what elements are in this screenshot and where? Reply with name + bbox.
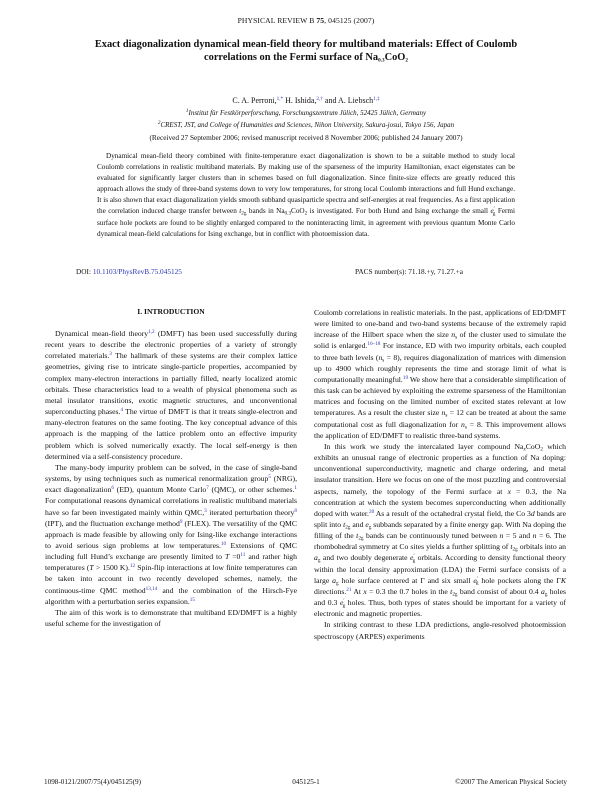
pacs-value: 71.18.+y, 71.27.+a	[408, 267, 464, 276]
math-symbol: T	[224, 552, 230, 562]
citation-link[interactable]: 20	[368, 508, 375, 515]
citation-link[interactable]: 11	[240, 551, 246, 558]
subscript: 2g	[512, 546, 518, 553]
title-text: CoO	[384, 52, 406, 63]
math-symbol: e	[410, 553, 414, 563]
body-text: At	[351, 586, 364, 596]
math-symbol: a	[332, 575, 337, 585]
footer-page-number: 045125-1	[292, 778, 320, 786]
author-name: and A. Liebsch	[322, 96, 374, 105]
citation-link[interactable]: 12	[129, 563, 136, 570]
abstract-text: Dynamical mean-field theory combined with finite-temperature exact diagonalization is shown to be a suitable method to study local Coulomb correlations in realistic multiband materials. By making use of the sparseness of the impurity Hamiltonian, exact eigenstates can be evaluated for significantly larger clusters than in schemes based on full diagonalization. Since finite-size effects are greatly reduced this approach allows the study of three-band systems down to very low temperatures, for strong local Coulomb interactions and full Hund exchange. It is also shown that exact diagonalization yields smooth subband quasiparticle spectra and self-energies at real frequencies. As a first application the correlation induced charge transfer between	[97, 152, 515, 216]
math-symbol: t	[510, 542, 513, 552]
subscript: g	[412, 558, 416, 565]
body-text: = 8. This improvement allows the application of ED/DMFT to realistic three-band systems.	[314, 419, 566, 440]
paragraph	[45, 328, 297, 462]
body-text: = 6. The rhombohedral symmetry at Co sites yields a further splitting of	[314, 531, 566, 552]
body-text: = 5 and	[503, 531, 533, 541]
citation-link[interactable]: 1,2	[148, 328, 155, 335]
abstract-text: bands in Na	[246, 207, 285, 216]
math-symbol: x	[363, 586, 367, 596]
paragraph: The aim of this work is to demonstrate that multiband ED/DMFT is a highly useful scheme for the investigation of	[45, 607, 297, 629]
math-symbol: n	[441, 408, 446, 418]
footer-copyright: ©2007 The American Physical Society	[455, 778, 567, 786]
math-symbol: e	[473, 575, 477, 585]
title-line-2	[40, 51, 572, 64]
body-text: In this work we study the intercalated layer compound Na	[324, 441, 524, 451]
citation-link[interactable]: 13,14	[145, 585, 158, 592]
affiliation-text: CREST, JST, and College of Humanities and Sciences, Nihon University, Sakura-josui, Tokyo 156, Japan	[160, 121, 455, 129]
body-text: holes. Thus, both types of states should be important for a variety of electronic and magnetic properties.	[314, 598, 566, 619]
body-text: Spin-flip interactions at low finite temperatures can be taken into account in two recently developed schemes, namely, the continuous-time QMC method	[45, 563, 298, 595]
pacs-line	[355, 267, 463, 276]
math-symbol: n	[532, 531, 537, 541]
superscript: ′	[343, 597, 345, 604]
received-dates: (Received 27 September 2006; revised manuscript received 8 November 2006; published 24 January 2007)	[149, 133, 463, 142]
body-text: = 0.3 the 0.7 holes in the	[366, 586, 451, 596]
left-column	[45, 328, 297, 629]
body-text: The many-body impurity problem can be solved, in the case of single-band systems, by using techniques such as numerical renormalization group	[45, 462, 297, 484]
citation-link[interactable]: 5	[268, 473, 271, 480]
body-text: (IPT), and the fluctuation exchange method	[45, 518, 180, 528]
math-symbol: n	[451, 330, 456, 340]
abstract-text: is investigated. For both Hund and Ising exchange the small	[307, 207, 491, 216]
affiliation-number: 1	[185, 107, 189, 114]
citation-link[interactable]: 4	[120, 406, 124, 413]
subscript: 2	[540, 446, 543, 453]
body-text: The hallmark of these systems are their complex lattice geometries, giving rise to intricate single-particle properties, accompanied by complex many-electron interactions in partially filled, nearly localized atomic orbitals. These characteristics lead to a wealth of physical phenomena such as metal insulator transitions, exotic magnetic structures, and unconventional superconducting phases.	[45, 351, 298, 417]
body-text: orbitals. According to density functional theory within the local density approximation (LDA) the Fermi surface consists of a large	[314, 553, 566, 585]
body-text: iterated perturbation theory	[206, 507, 295, 517]
superscript: ′	[476, 575, 478, 582]
superscript: ′	[493, 206, 495, 213]
author-name: C. A. Perroni,	[232, 96, 277, 105]
citation-link[interactable]: 19	[402, 374, 409, 381]
math-symbol: n	[499, 531, 504, 541]
paragraph: In striking contrast to these LDA predictions, angle-resolved photoemission spectroscopy (ARPES) experiments	[314, 620, 566, 641]
body-text: and the combination of the Hirsch-Fye algorithm with a perturbation series expansion.	[45, 585, 297, 606]
math-symbol: t	[239, 207, 242, 216]
subscript: s	[382, 357, 385, 364]
abstract	[97, 151, 515, 240]
subscript: g	[317, 558, 321, 565]
math-symbol: e	[490, 207, 494, 216]
citation-link[interactable]: 1	[294, 485, 297, 491]
doi-line	[76, 267, 182, 276]
subscript: x	[523, 446, 526, 453]
author-marks[interactable]: 1,‡	[373, 95, 380, 102]
paragraph	[45, 462, 297, 607]
citation-link[interactable]: 7	[206, 485, 209, 491]
body-text: For computational reasons dynamical correlations in realistic multiband materials have so far been investigated mainly within QMC,	[45, 496, 297, 517]
body-text: hole pockets along the Γ	[478, 575, 561, 585]
running-head	[0, 16, 612, 25]
math-symbol: t	[343, 519, 346, 529]
body-text: For instance, ED with two impurity orbitals, each coupled to three bath levels (	[314, 341, 566, 362]
author-list	[0, 96, 612, 105]
right-column	[314, 307, 566, 642]
math-symbol: a	[314, 553, 318, 563]
math-symbol: K	[560, 575, 566, 585]
subscript: 2g	[345, 524, 351, 531]
title-text: correlations on the Fermi surface of Na	[204, 52, 379, 63]
body-text: band consist of about 0.4	[457, 586, 541, 596]
footer-issn: 1098-0121/2007/75(4)/045125(9)	[44, 778, 142, 786]
math-symbol: n	[378, 352, 383, 362]
body-text: and	[350, 519, 366, 529]
article-year: , 045125 (2007)	[324, 16, 375, 25]
math-symbol: T	[89, 563, 94, 573]
abstract-text: CoO	[291, 207, 305, 216]
math-symbol: x	[507, 486, 511, 496]
subscript: g	[336, 580, 339, 587]
subscript: 2	[304, 211, 308, 218]
body-text: = 0.3, the Na concentration at which the system becomes superconducting when additionally doped with water.	[314, 486, 566, 518]
volume-number: 75	[316, 16, 325, 25]
author-name: H. Ishida,	[283, 96, 317, 105]
doi-link[interactable]: 10.1103/PhysRevB.75.045125	[92, 267, 182, 276]
subscript: 2g	[241, 211, 247, 218]
subscript: g	[475, 580, 479, 587]
body-text: holes and 0.3	[314, 586, 567, 608]
superscript: ′	[413, 553, 415, 560]
math-symbol: d	[530, 508, 535, 518]
math-symbol: t	[356, 531, 359, 541]
citation-link[interactable]: 8	[294, 507, 297, 514]
subscript: g	[544, 591, 548, 598]
citation-link[interactable]: 3	[204, 507, 207, 514]
body-text: directions.	[314, 586, 347, 596]
body-text: Coulomb correlations in realistic materials. In the past, applications of ED/DMFT were limited to one-band and two-band systems because of the extremely rapid increase of the Hilbert space when the size	[314, 308, 566, 340]
body-text: subbands separated by a finite energy gap. With Na doping the filling of the	[314, 519, 566, 541]
abstract-text: Fermi surface hole pockets are found to be slightly enlarged compared to the noninteracting limit, in agreement with previous quantum Monte Carlo dynamical mean-field calculations for Ising exchange, but in conflict with photoemission data.	[97, 207, 516, 238]
body-text: Extensions of QMC including full Hund’s exchange are presently limited to	[45, 540, 298, 562]
subscript: g	[492, 211, 496, 218]
citation-link[interactable]: 15	[189, 596, 195, 603]
subscript: 2g	[358, 535, 364, 542]
subscript: 2	[405, 57, 408, 64]
citation-link[interactable]: 3	[109, 351, 112, 358]
math-symbol: t	[450, 586, 453, 596]
math-symbol: e	[365, 519, 369, 529]
body-text: =0	[229, 552, 241, 562]
math-symbol: a	[541, 586, 545, 596]
body-text: which exhibits an unusual range of electronic properties as a function of Na doping: unconventional superconductivity, magnetic and charge ordering, and metal insulator transition. Here we focus on one of the most puzzling and controversial aspects, namely, the topology of the Fermi surface at	[314, 441, 566, 496]
body-text: and rather high temperatures (	[45, 552, 297, 573]
body-text: = 12 can be treated at about the same computational cost as full diagonalization for	[314, 408, 566, 429]
pacs-label: PACS number(s):	[355, 267, 409, 276]
citation-link[interactable]: 6	[111, 485, 114, 491]
title-line-1: Exact diagonalization dynamical mean-field theory for multiband materials: Effect of Coulomb	[94, 39, 518, 50]
subscript: 0.3	[378, 57, 385, 64]
section-heading: I. INTRODUCTION	[137, 307, 205, 316]
subscript: 2g	[452, 591, 458, 598]
body-text: We show here that a considerable simplification of this task can be achieved by exploiting the extreme sparseness of the Hamiltonian matrices and focusing on the limited number of excited states relevant at low temperatures. As a result the cluster size	[314, 374, 567, 418]
affiliation-number: 2	[157, 119, 161, 126]
subscript: s	[455, 334, 458, 341]
body-text: orbitals into an	[517, 542, 566, 552]
affiliation-1	[0, 109, 612, 117]
body-text: Dynamical mean-field theory	[55, 329, 149, 338]
subscript: s	[445, 413, 448, 419]
body-text: hole surface centered at Γ and six small	[338, 575, 474, 585]
affiliation-text: Institut für Festkörperforschung, Forschungszentrum Jülich, 52425 Jülich, Germany	[188, 109, 427, 117]
math-symbol: n	[461, 419, 465, 429]
subscript: 0.3	[284, 211, 292, 218]
body-text: The virtue of DMFT is that it treats single-electron and many-electron features on the same footing. The key conceptual advance of this approach is the mapping of the lattice problem onto an effective impurity problem which is solved numerically exactly. The local self-energy is then determined via a self-consistency procedure.	[45, 407, 297, 461]
journal-name: PHYSICAL REVIEW B	[237, 16, 315, 25]
subscript: g	[342, 602, 346, 609]
citation-link[interactable]: 10	[220, 540, 227, 547]
body-text: and two doubly degenerate	[320, 553, 411, 563]
author-marks[interactable]: 2,†	[316, 95, 323, 102]
paper-title	[40, 38, 572, 64]
body-text: (DMFT) has been used successfully during recent years to describe the electronic properties of a variety of strongly correlated materials.	[45, 329, 297, 361]
body-text: > 1500 K).	[93, 563, 130, 573]
citation-link[interactable]: 9	[179, 518, 183, 525]
body-text: CoO	[525, 441, 541, 451]
body-text: As a result of the octahedral crystal field, the Co 3	[374, 508, 531, 518]
body-text: = 8), requires diagonalization of matrices with dimension up to 4900 which roughly represents the time and storage limit of what is computationally meaningful.	[314, 352, 566, 384]
author-marks[interactable]: 1,*	[276, 95, 284, 102]
affiliation-2	[0, 121, 612, 129]
body-text: of the cluster used to simulate the solid is enlarged.	[314, 330, 567, 351]
doi-label: DOI:	[76, 267, 93, 276]
body-text: (QMC), or other schemes.	[208, 485, 295, 495]
paragraph	[314, 307, 566, 441]
body-text: bands can be continuously tuned between	[363, 531, 500, 541]
body-text: (NRG), exact diagonalization	[45, 474, 297, 495]
subscript: g	[368, 524, 372, 531]
body-text: (ED), quantum Monte Carlo	[113, 485, 207, 495]
subscript: s	[464, 424, 467, 431]
body-text: (FLEX). The versatility of the QMC approach is made feasible by allowing only for Ising-like exchange interactions to avoid serious sign problems at low temperatures.	[45, 518, 297, 550]
math-symbol: e	[340, 598, 344, 608]
body-text: bands are split into	[314, 508, 567, 529]
citation-link[interactable]: 16–18	[367, 341, 381, 348]
paragraph	[314, 441, 566, 620]
citation-link[interactable]: 21	[346, 586, 352, 593]
